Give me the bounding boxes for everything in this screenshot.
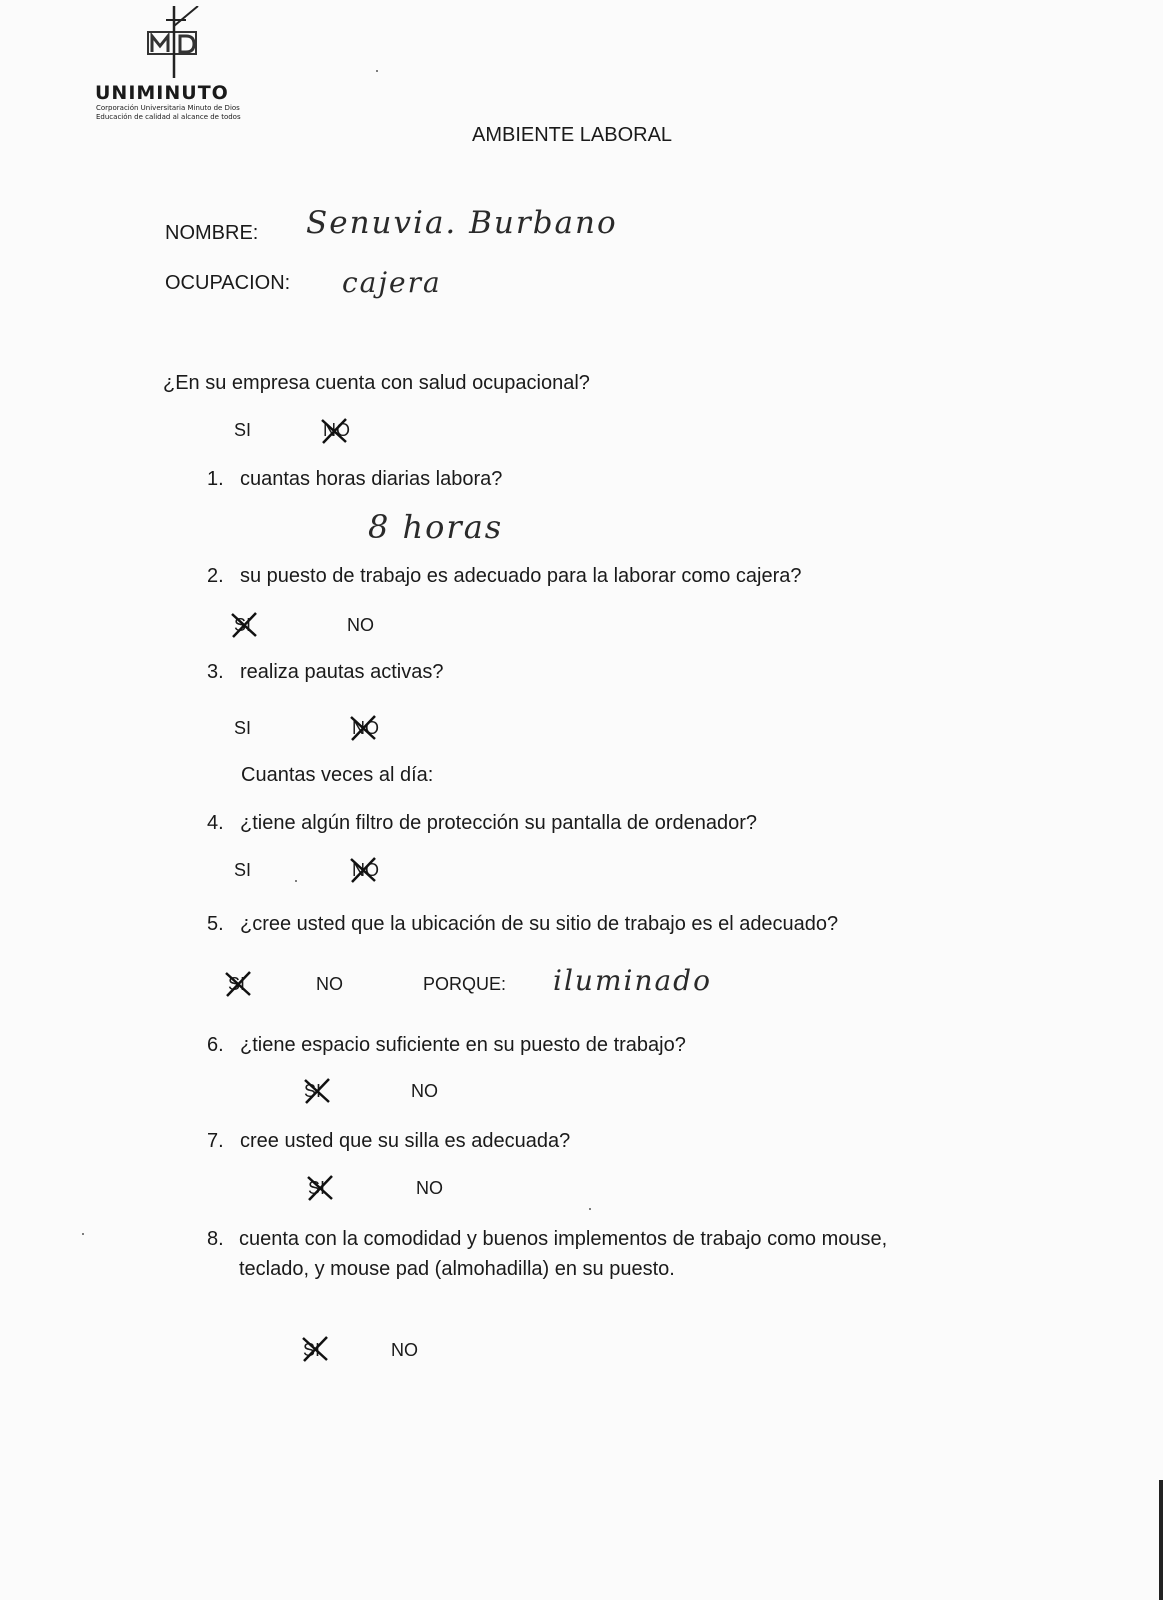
q7-no: NO	[416, 1178, 443, 1198]
logo-subtitle-2: Educación de calidad al alcance de todos	[96, 113, 241, 121]
q2-number: 2.	[207, 565, 224, 587]
q1-number: 1.	[207, 468, 224, 490]
q4-no: NO	[352, 860, 379, 880]
page-title: AMBIENTE LABORAL	[472, 124, 673, 146]
q4-number: 4.	[207, 812, 224, 834]
q5-text: ¿cree usted que la ubicación de su sitio de trabajo es el adecuado?	[240, 913, 839, 935]
q1-text: cuantas horas diarias labora?	[240, 468, 503, 490]
q3-si: SI	[234, 718, 252, 738]
q2-text: su puesto de trabajo es adecuado para la laborar como cajera?	[240, 565, 802, 587]
scan-speck	[82, 1233, 84, 1235]
q8-number: 8.	[207, 1228, 224, 1250]
q4-si: SI	[234, 860, 252, 880]
q5-number: 5.	[207, 913, 224, 935]
q3-followup: Cuantas veces al día:	[241, 764, 434, 786]
checkmark-x-icon	[319, 416, 349, 446]
q8-si: SI	[303, 1340, 321, 1360]
q5-porque-value: iluminado	[553, 964, 712, 997]
uniminuto-logo-icon	[146, 6, 206, 78]
q8-no: NO	[391, 1340, 418, 1360]
q1-answer: 8 horas	[368, 508, 504, 546]
checkmark-x-icon	[302, 1076, 332, 1106]
nombre-value: Senuvia. Burbano	[306, 205, 618, 241]
logo-subtitle-1: Corporación Universitaria Minuto de Dios	[96, 104, 240, 112]
scan-speck	[376, 70, 378, 72]
logo-name: UNIMINUTO	[95, 82, 229, 104]
q5-si: SI	[228, 974, 246, 994]
q6-text: ¿tiene espacio suficiente en su puesto de trabajo?	[240, 1034, 686, 1056]
q8-text-line1: cuenta con la comodidad y buenos implementos de trabajo como mouse,	[239, 1228, 888, 1250]
q3-text: realiza pautas activas?	[240, 661, 444, 683]
checkmark-x-icon	[300, 1334, 330, 1364]
nombre-label: NOMBRE:	[165, 222, 259, 244]
scan-edge	[1159, 1480, 1163, 1600]
q7-text: cree usted que su silla es adecuada?	[240, 1130, 571, 1152]
intro-si: SI	[234, 420, 252, 440]
q7-number: 7.	[207, 1130, 224, 1152]
q3-no: NO	[352, 718, 379, 738]
q5-porque-label: PORQUE:	[423, 974, 507, 994]
q2-no: NO	[347, 615, 374, 635]
ocupacion-value: cajera	[342, 266, 442, 299]
checkmark-x-icon	[348, 855, 378, 885]
checkmark-x-icon	[348, 713, 378, 743]
q5-no: NO	[316, 974, 343, 994]
q4-text: ¿tiene algún filtro de protección su pantalla de ordenador?	[240, 812, 758, 834]
checkmark-x-icon	[223, 969, 253, 999]
q3-number: 3.	[207, 661, 224, 683]
q8-text-line2: teclado, y mouse pad (almohadilla) en su puesto.	[239, 1258, 675, 1280]
q6-number: 6.	[207, 1034, 224, 1056]
scan-speck	[295, 880, 297, 882]
scan-speck	[589, 1208, 591, 1210]
q7-si: SI	[308, 1178, 326, 1198]
intro-no: NO	[323, 420, 350, 440]
q6-si: SI	[304, 1081, 322, 1101]
checkmark-x-icon	[229, 610, 259, 640]
intro-question: ¿En su empresa cuenta con salud ocupacional?	[163, 372, 590, 394]
checkmark-x-icon	[305, 1173, 335, 1203]
ocupacion-label: OCUPACION:	[165, 272, 291, 294]
q6-no: NO	[411, 1081, 438, 1101]
q2-si: SI	[234, 615, 252, 635]
